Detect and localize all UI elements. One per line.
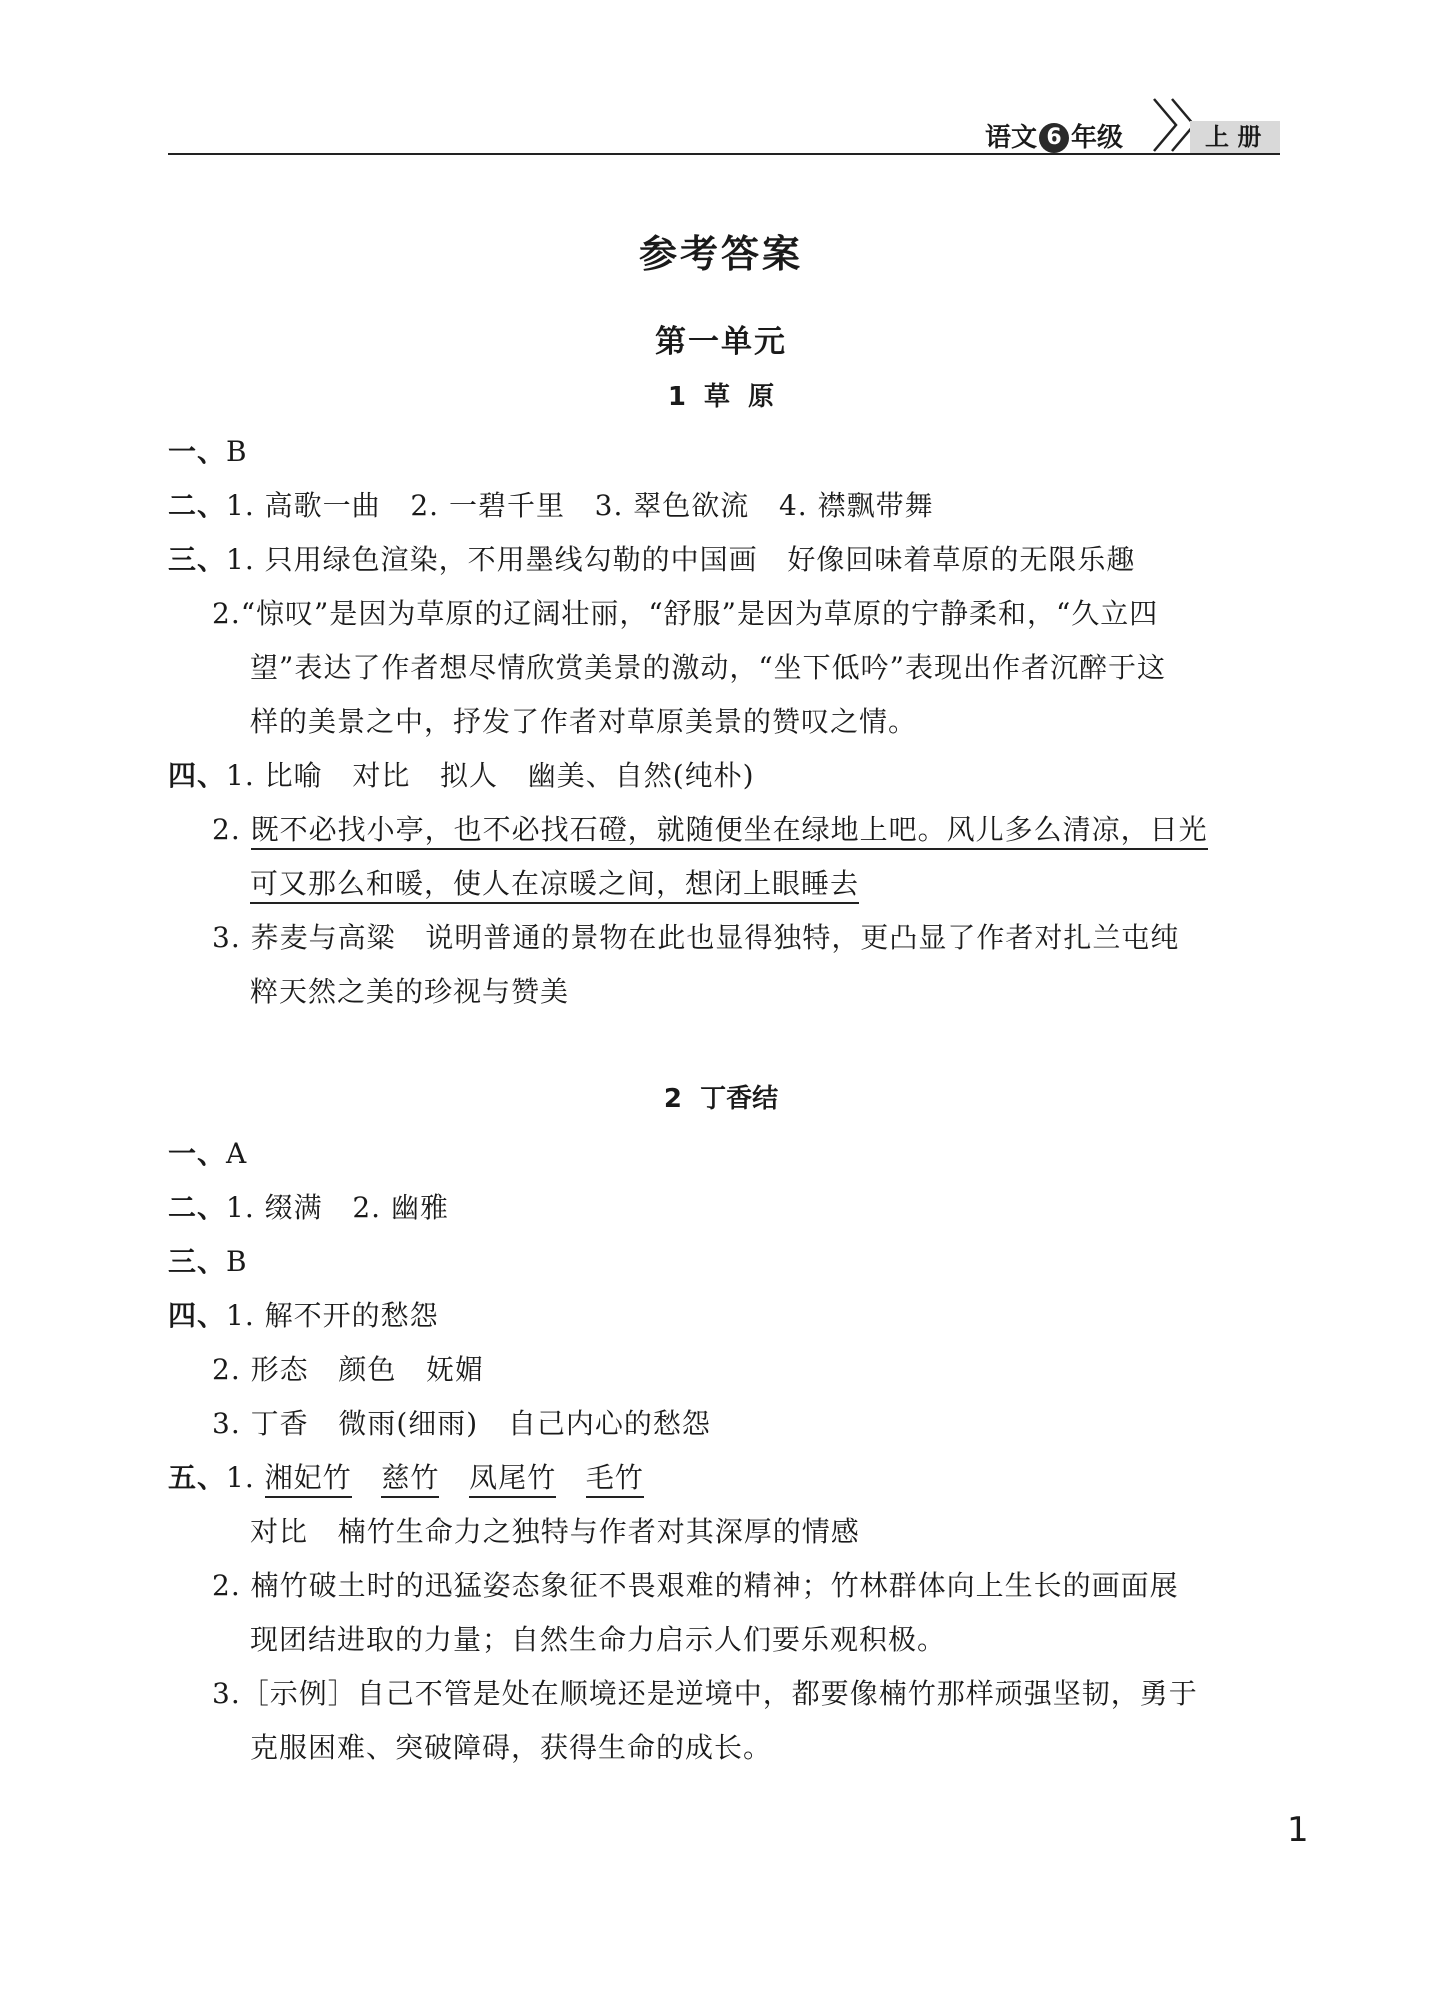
answer-line	[168, 432, 248, 472]
answer-text: 3. 丁香 微雨(细雨) 自己内心的愁怨	[212, 1407, 711, 1440]
answer-text: 3.［示例］自己不管是处在顺境还是逆境中，都要像楠竹那样顽强坚韧，勇于	[212, 1677, 1198, 1710]
answer-line	[168, 1134, 247, 1174]
answer-text: 2. 楠竹破土时的迅猛姿态象征不畏艰难的精神；竹林群体向上生长的画面展	[212, 1569, 1179, 1602]
answer-text: 1. 缀满 2. 幽雅	[226, 1191, 449, 1224]
grade-number-badge: 6	[1039, 123, 1069, 153]
underlined-answer: 可又那么和暖，使人在凉暖之间，想闭上眼睡去	[250, 867, 859, 904]
answer-line	[168, 1188, 449, 1228]
question-number: 三、	[168, 543, 227, 576]
answer-line	[168, 756, 755, 796]
subject-label: 语文	[985, 123, 1038, 153]
page-number: 1	[1287, 1810, 1309, 1850]
underlined-answer: 湘妃竹	[265, 1461, 352, 1498]
answer-text: 现团结进取的力量；自然生命力启示人们要乐观积极。	[250, 1623, 947, 1656]
answer-text: 1. 只用绿色渲染，不用墨线勾勒的中国画 好像回味着草原的无限乐趣	[226, 543, 1136, 576]
lesson-heading: 1 草 原	[667, 382, 775, 412]
underlined-answer: 毛竹	[586, 1461, 644, 1498]
question-number: 二、	[168, 1191, 227, 1224]
answer-text: B	[226, 435, 248, 468]
volume-label: 上 册	[1205, 123, 1262, 151]
unit-title: 第一单元	[655, 324, 787, 360]
answer-line	[168, 1242, 248, 1282]
answer-line	[168, 1458, 644, 1498]
question-number: 二、	[168, 489, 227, 522]
underlined-answer: 慈竹	[381, 1461, 439, 1498]
answer-text: 对比 楠竹生命力之独特与作者对其深厚的情感	[250, 1515, 860, 1548]
answer-text: B	[226, 1245, 248, 1278]
question-number: 一、	[168, 1137, 227, 1170]
header-subject	[985, 121, 1123, 155]
answer-prefix: 1.	[226, 1461, 265, 1494]
answer-line	[168, 486, 934, 526]
answer-text: 1. 解不开的愁怨	[226, 1299, 439, 1332]
answer-prefix: 2.	[212, 813, 251, 846]
answer-line	[168, 540, 1135, 580]
answer-text: 克服困难、突破障碍，获得生命的成长。	[250, 1731, 773, 1764]
answer-text: A	[226, 1137, 248, 1170]
grade-label: 年级	[1071, 123, 1124, 153]
answer-line	[250, 864, 859, 904]
question-number: 四、	[168, 759, 227, 792]
answer-text: 2.“惊叹”是因为草原的辽阔壮丽，“舒服”是因为草原的宁静柔和，“久立四	[212, 597, 1159, 630]
question-number: 四、	[168, 1299, 227, 1332]
answer-text: 望”表达了作者想尽情欣赏美景的激动，“坐下低吟”表现出作者沉醉于这	[250, 651, 1166, 684]
answer-line	[168, 1296, 439, 1336]
answer-line	[212, 810, 1208, 850]
underlined-answer: 凤尾竹	[469, 1461, 556, 1498]
underlined-answer: 既不必找小亭，也不必找石磴，就随便坐在绿地上吧。风儿多么清凉，日光	[251, 813, 1208, 850]
answer-text: 2. 形态 颜色 妩媚	[212, 1353, 485, 1386]
question-number: 五、	[168, 1461, 227, 1494]
answer-text: 1. 高歌一曲 2. 一碧千里 3. 翠色欲流 4. 襟飘带舞	[226, 489, 934, 522]
question-number: 一、	[168, 435, 227, 468]
answer-text: 样的美景之中，抒发了作者对草原美景的赞叹之情。	[250, 705, 918, 738]
answer-text: 粹天然之美的珍视与赞美	[250, 975, 570, 1008]
lesson-heading: 2 丁香结	[663, 1084, 779, 1114]
answer-text: 1. 比喻 对比 拟人 幽美、自然(纯朴)	[226, 759, 755, 792]
page-title: 参考答案	[638, 232, 803, 276]
question-number: 三、	[168, 1245, 227, 1278]
answer-text: 3. 荞麦与高粱 说明普通的景物在此也显得独特，更凸显了作者对扎兰屯纯	[212, 921, 1180, 954]
header-divider	[168, 153, 1280, 155]
